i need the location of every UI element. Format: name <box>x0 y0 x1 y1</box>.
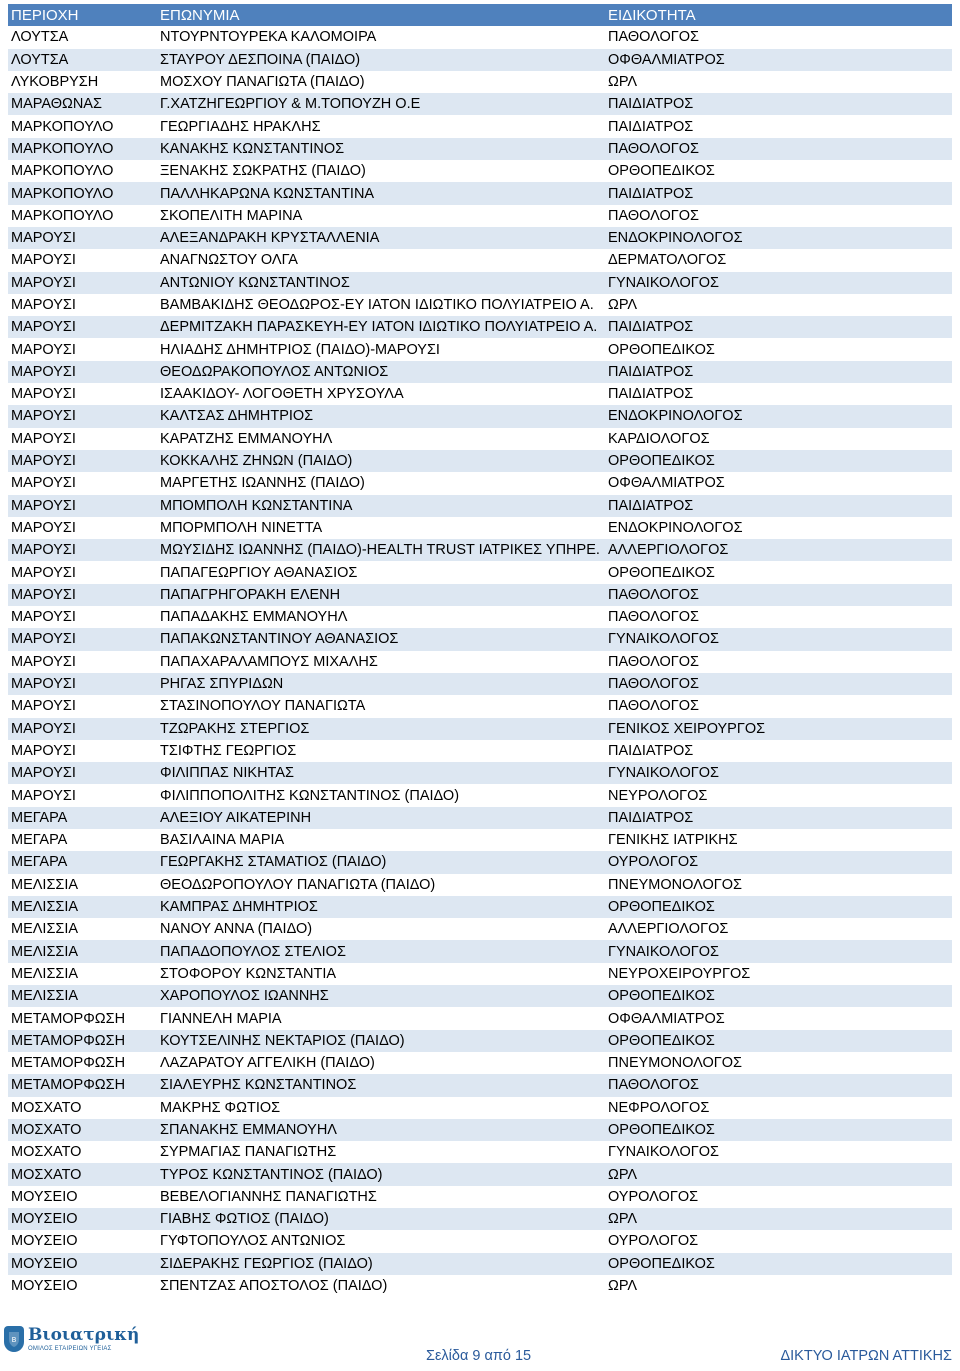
cell-name: ΠΑΛΛΗΚΑΡΩΝΑ ΚΩΝΣΤΑΝΤΙΝΑ <box>160 185 375 202</box>
cell-specialty: ΟΡΘΟΠΕΔΙΚΟΣ <box>608 1121 715 1138</box>
cell-area: ΜΟΣΧΑΤΟ <box>11 1099 82 1116</box>
table-row <box>8 829 952 851</box>
cell-specialty: ΠΑΙΔΙΑΤΡΟΣ <box>608 742 694 759</box>
cell-specialty: ΩΡΛ <box>608 74 638 91</box>
cell-specialty: ΠΑΘΟΛΟΓΟΣ <box>608 1077 700 1094</box>
table-row <box>8 472 952 494</box>
cell-specialty: ΟΡΘΟΠΕΔΙΚΟΣ <box>608 453 715 470</box>
cell-name: ΤΣΙΦΤΗΣ ΓΕΩΡΓΙΟΣ <box>160 742 297 759</box>
cell-area: ΜΕΛΙΣΣΙΑ <box>11 921 79 938</box>
cell-area: ΜΑΡΟΥΣΙ <box>11 408 76 425</box>
table-row <box>8 695 952 717</box>
cell-area: ΜΕΛΙΣΣΙΑ <box>11 965 79 982</box>
logo-subtitle: ΟΜΙΛΟΣ ΕΤΑΙΡΕΙΩΝ ΥΓΕΙΑΣ <box>28 1345 112 1352</box>
cell-specialty: ΟΥΡΟΛΟΓΟΣ <box>608 1188 699 1205</box>
cell-name: ΣΤΑΣΙΝΟΠΟΥΛΟΥ ΠΑΝΑΓΙΩΤΑ <box>160 698 366 715</box>
cell-area: ΜΑΡΟΥΣΙ <box>11 386 76 403</box>
logo-name: Βιοιατρική <box>28 1324 140 1345</box>
table-row <box>8 1074 952 1096</box>
cell-area: ΛΟΥΤΣΑ <box>11 29 69 46</box>
table-row <box>8 160 952 182</box>
cell-specialty: ΓΥΝΑΙΚΟΛΟΓΟΣ <box>608 765 719 782</box>
cell-area: ΜΕΓΑΡΑ <box>11 832 68 849</box>
table-row <box>8 272 952 294</box>
table-row <box>8 428 952 450</box>
cell-specialty: ΟΡΘΟΠΕΔΙΚΟΣ <box>608 341 715 358</box>
cell-specialty: ΠΑΘΟΛΟΓΟΣ <box>608 207 700 224</box>
cell-specialty: ΓΕΝΙΚΟΣ ΧΕΙΡΟΥΡΓΟΣ <box>608 720 766 737</box>
cell-name: ΤΖΩΡΑΚΗΣ ΣΤΕΡΓΙΟΣ <box>160 720 310 737</box>
cell-area: ΜΕΤΑΜΟΡΦΩΣΗ <box>11 1032 126 1049</box>
table-row <box>8 940 952 962</box>
cell-area: ΜΕΛΙΣΣΙΑ <box>11 943 79 960</box>
table-row <box>8 1230 952 1252</box>
table-body <box>8 26 952 1297</box>
cell-specialty: ΝΕΥΡΟΛΟΓΟΣ <box>608 787 708 804</box>
cell-area: ΜΟΥΣΕΙΟ <box>11 1255 78 1272</box>
table-row <box>8 539 952 561</box>
cell-area: ΜΟΣΧΑΤΟ <box>11 1121 82 1138</box>
cell-specialty: ΚΑΡΔΙΟΛΟΓΟΣ <box>608 430 710 447</box>
cell-area: ΜΕΓΑΡΑ <box>11 809 68 826</box>
table-row <box>8 1097 952 1119</box>
cell-area: ΛΥΚΟΒΡΥΣΗ <box>11 74 99 91</box>
cell-name: ΔΕΡΜΙΤΖΑΚΗ ΠΑΡΑΣΚΕΥΗ-ΕΥ ΙΑΤΟΝ ΙΔΙΩΤΙΚΟ ΠΟΛΥΙΑΤΡΕΙΟ Α. <box>160 319 598 336</box>
table-row <box>8 495 952 517</box>
cell-name: ΠΑΠΑΚΩΝΣΤΑΝΤΙΝΟΥ ΑΘΑΝΑΣΙΟΣ <box>160 631 399 648</box>
cell-area: ΜΑΡΟΥΣΙ <box>11 765 76 782</box>
cell-area: ΜΟΥΣΕΙΟ <box>11 1233 78 1250</box>
cell-name: ΓΕΩΡΓΑΚΗΣ ΣΤΑΜΑΤΙΟΣ (ΠΑΙΔΟ) <box>160 854 387 871</box>
cell-specialty: ΠΑΙΔΙΑΤΡΟΣ <box>608 118 694 135</box>
table-row <box>8 606 952 628</box>
cell-specialty: ΓΥΝΑΙΚΟΛΟΓΟΣ <box>608 274 719 291</box>
cell-name: ΠΑΠΑΓΕΩΡΓΙΟΥ ΑΘΑΝΑΣΙΟΣ <box>160 564 358 581</box>
cell-area: ΜΑΡΟΥΣΙ <box>11 542 76 559</box>
provider-table <box>8 4 952 1297</box>
cell-name: ΠΑΠΑΓΡΗΓΟΡΑΚΗ ΕΛΕΝΗ <box>160 586 341 603</box>
cell-area: ΜΑΡΟΥΣΙ <box>11 297 76 313</box>
cell-specialty: ΕΝΔΟΚΡΙΝΟΛΟΓΟΣ <box>608 408 743 425</box>
cell-specialty: ΠΑΘΟΛΟΓΟΣ <box>608 586 700 603</box>
cell-specialty: ΠΑΘΟΛΟΓΟΣ <box>608 140 700 157</box>
table-row <box>8 1186 952 1208</box>
table-row <box>8 227 952 249</box>
cell-area: ΜΑΡΟΥΣΙ <box>11 430 76 447</box>
cell-specialty: ΠΑΘΟΛΟΓΟΣ <box>608 653 700 670</box>
cell-area: ΜΟΥΣΕΙΟ <box>11 1278 78 1295</box>
company-logo <box>4 1326 139 1352</box>
table-row <box>8 1119 952 1141</box>
cell-specialty: ΕΝΔΟΚΡΙΝΟΛΟΓΟΣ <box>608 230 743 247</box>
cell-name: ΚΟΚΚΑΛΗΣ ΖΗΝΩΝ (ΠΑΙΔΟ) <box>160 453 353 470</box>
cell-specialty: ΠΑΙΔΙΑΤΡΟΣ <box>608 497 694 514</box>
table-row <box>8 762 952 784</box>
cell-specialty: ΠΝΕΥΜΟΝΟΛΟΓΟΣ <box>608 1055 743 1072</box>
cell-specialty: ΟΥΡΟΛΟΓΟΣ <box>608 1233 699 1250</box>
cell-specialty: ΠΑΙΔΙΑΤΡΟΣ <box>608 319 694 336</box>
cell-area: ΜΑΡΚΟΠΟΥΛΟ <box>11 207 114 224</box>
cell-name: ΣΙΑΛΕΥΡΗΣ ΚΩΝΣΤΑΝΤΙΝΟΣ <box>160 1077 357 1094</box>
cell-area: ΜΑΡΟΥΣΙ <box>11 475 76 492</box>
cell-name: ΗΛΙΑΔΗΣ ΔΗΜΗΤΡΙΟΣ (ΠΑΙΔΟ)-ΜΑΡΟΥΣΙ <box>160 341 440 358</box>
table-row <box>8 718 952 740</box>
cell-area: ΜΑΡΚΟΠΟΥΛΟ <box>11 185 114 202</box>
table-row <box>8 294 952 316</box>
table-row <box>8 985 952 1007</box>
cell-specialty: ΟΡΘΟΠΕΔΙΚΟΣ <box>608 163 715 180</box>
header-area: ΠΕΡΙΟΧΗ <box>11 6 79 24</box>
cell-name: ΘΕΟΔΩΡΟΠΟΥΛΟΥ ΠΑΝΑΓΙΩΤΑ (ΠΑΙΔΟ) <box>160 876 436 893</box>
cell-specialty: ΠΝΕΥΜΟΝΟΛΟΓΟΣ <box>608 876 743 893</box>
table-row <box>8 1253 952 1275</box>
cell-name: ΓΙΑΝΝΕΛΗ ΜΑΡΙΑ <box>160 1010 282 1027</box>
cell-name: ΠΑΠΑΔΑΚΗΣ ΕΜΜΑΝΟΥΗΛ <box>160 609 348 626</box>
cell-name: ΓΙΑΒΗΣ ΦΩΤΙΟΣ (ΠΑΙΔΟ) <box>160 1211 329 1228</box>
cell-area: ΜΑΡΟΥΣΙ <box>11 698 76 715</box>
cell-specialty: ΩΡΛ <box>608 1166 638 1183</box>
table-row <box>8 807 952 829</box>
table-row <box>8 1141 952 1163</box>
cell-area: ΜΑΡΟΥΣΙ <box>11 564 76 581</box>
cell-name: ΣΠΕΝΤΖΑΣ ΑΠΟΣΤΟΛΟΣ (ΠΑΙΔΟ) <box>160 1278 388 1295</box>
cell-area: ΜΕΤΑΜΟΡΦΩΣΗ <box>11 1010 126 1027</box>
cell-area: ΜΑΡΟΥΣΙ <box>11 586 76 603</box>
cell-specialty: ΟΦΘΑΛΜΙΑΤΡΟΣ <box>608 51 725 68</box>
cell-specialty: ΠΑΙΔΙΑΤΡΟΣ <box>608 386 694 403</box>
table-row <box>8 182 952 204</box>
cell-name: ΘΕΟΔΩΡΑΚΟΠΟΥΛΟΣ ΑΝΤΩΝΙΟΣ <box>160 363 389 380</box>
cell-area: ΜΑΡΟΥΣΙ <box>11 252 76 269</box>
cell-specialty: ΠΑΘΟΛΟΓΟΣ <box>608 676 700 693</box>
cell-name: ΚΑΜΠΡΑΣ ΔΗΜΗΤΡΙΟΣ <box>160 899 318 916</box>
cell-specialty: ΟΡΘΟΠΕΔΙΚΟΣ <box>608 899 715 916</box>
cell-area: ΜΑΡΟΥΣΙ <box>11 676 76 693</box>
cell-name: ΛΑΖΑΡΑΤΟΥ ΑΓΓΕΛΙΚΗ (ΠΑΙΔΟ) <box>160 1055 375 1072</box>
cell-name: ΒΕΒΕΛΟΓΙΑΝΝΗΣ ΠΑΝΑΓΙΩΤΗΣ <box>160 1188 377 1205</box>
table-row <box>8 1030 952 1052</box>
table-row <box>8 1208 952 1230</box>
table-row <box>8 874 952 896</box>
cell-name: ΜΑΡΓΕΤΗΣ ΙΩΑΝΝΗΣ (ΠΑΙΔΟ) <box>160 475 365 492</box>
cell-area: ΜΑΡΟΥΣΙ <box>11 341 76 358</box>
cell-name: ΦΙΛΙΠΠΟΠΟΛΙΤΗΣ ΚΩΝΣΤΑΝΤΙΝΟΣ (ΠΑΙΔΟ) <box>160 787 460 804</box>
logo-mark-icon <box>4 1326 24 1352</box>
table-row <box>8 49 952 71</box>
cell-name: ΞΕΝΑΚΗΣ ΣΩΚΡΑΤΗΣ (ΠΑΙΔΟ) <box>160 163 366 180</box>
cell-name: ΜΩΥΣΙΔΗΣ ΙΩΑΝΝΗΣ (ΠΑΙΔΟ)-HEALTH TRUST ΙΑΤΡΙΚΕΣ ΥΠΗΡΕ. <box>160 542 600 559</box>
cell-specialty: ΝΕΥΡΟΧΕΙΡΟΥΡΓΟΣ <box>608 965 751 982</box>
cell-area: ΜΑΡΚΟΠΟΥΛΟ <box>11 163 114 180</box>
table-row <box>8 1163 952 1185</box>
svg-text:B: B <box>11 1336 17 1344</box>
page-number: Σελίδα 9 από 15 <box>426 1348 532 1364</box>
cell-area: ΜΕΛΙΣΣΙΑ <box>11 988 79 1005</box>
cell-specialty: ΝΕΦΡΟΛΟΓΟΣ <box>608 1099 710 1116</box>
table-row <box>8 673 952 695</box>
cell-name: ΡΗΓΑΣ ΣΠΥΡΙΔΩΝ <box>160 676 284 693</box>
table-row <box>8 740 952 762</box>
cell-area: ΜΟΣΧΑΤΟ <box>11 1166 82 1183</box>
cell-name: ΣΠΑΝΑΚΗΣ ΕΜΜΑΝΟΥΗΛ <box>160 1121 337 1138</box>
table-row <box>8 851 952 873</box>
cell-area: ΜΕΛΙΣΣΙΑ <box>11 899 79 916</box>
cell-area: ΜΕΤΑΜΟΡΦΩΣΗ <box>11 1055 126 1072</box>
cell-area: ΜΑΡΟΥΣΙ <box>11 497 76 514</box>
page-footer <box>0 1320 960 1371</box>
cell-name: ΣΤΑΥΡΟΥ ΔΕΣΠΟΙΝΑ (ΠΑΙΔΟ) <box>160 51 361 68</box>
cell-area: ΜΑΡΟΥΣΙ <box>11 631 76 648</box>
table-row <box>8 205 952 227</box>
cell-name: ΜΠΟΜΠΟΛΗ ΚΩΝΣΤΑΝΤΙΝΑ <box>160 497 353 514</box>
cell-name: ΑΛΕΞΑΝΔΡΑΚΗ ΚΡΥΣΤΑΛΛΕΝΙΑ <box>160 230 380 247</box>
cell-area: ΜΑΡΟΥΣΙ <box>11 519 76 536</box>
table-row <box>8 361 952 383</box>
cell-specialty: ΓΥΝΑΙΚΟΛΟΓΟΣ <box>608 631 719 648</box>
cell-specialty: ΓΥΝΑΙΚΟΛΟΓΟΣ <box>608 943 719 960</box>
cell-area: ΜΑΡΟΥΣΙ <box>11 653 76 670</box>
cell-specialty: ΑΛΛΕΡΓΙΟΛΟΓΟΣ <box>608 542 729 559</box>
cell-name: ΣΤΟΦΟΡΟΥ ΚΩΝΣΤΑΝΤΙΑ <box>160 965 337 982</box>
header-specialty: ΕΙΔΙΚΟΤΗΤΑ <box>608 6 696 24</box>
cell-area: ΛΟΥΤΣΑ <box>11 51 69 68</box>
cell-name: ΑΝΑΓΝΩΣΤΟΥ ΟΛΓΑ <box>160 252 298 269</box>
cell-area: ΜΑΡΟΥΣΙ <box>11 609 76 626</box>
table-row <box>8 517 952 539</box>
table-row <box>8 383 952 405</box>
cell-specialty: ΟΡΘΟΠΕΔΙΚΟΣ <box>608 1255 715 1272</box>
cell-name: ΜΟΣΧΟΥ ΠΑΝΑΓΙΩΤΑ (ΠΑΙΔΟ) <box>160 74 365 91</box>
cell-name: Γ.ΧΑΤΖΗΓΕΩΡΓΙΟΥ & Μ.ΤΟΠΟΥΖΗ Ο.Ε <box>160 96 421 113</box>
table-row <box>8 71 952 93</box>
table-row <box>8 138 952 160</box>
table-row <box>8 918 952 940</box>
cell-specialty: ΟΦΘΑΛΜΙΑΤΡΟΣ <box>608 475 725 492</box>
cell-name: ΚΑΛΤΣΑΣ ΔΗΜΗΤΡΙΟΣ <box>160 408 314 425</box>
table-row <box>8 561 952 583</box>
cell-specialty: ΓΥΝΑΙΚΟΛΟΓΟΣ <box>608 1144 719 1161</box>
table-row <box>8 450 952 472</box>
cell-specialty: ΕΝΔΟΚΡΙΝΟΛΟΓΟΣ <box>608 519 743 536</box>
table-row <box>8 338 952 360</box>
cell-area: ΜΑΡΟΥΣΙ <box>11 274 76 291</box>
cell-name: ΚΑΝΑΚΗΣ ΚΩΝΣΤΑΝΤΙΝΟΣ <box>160 140 345 157</box>
cell-name: ΠΑΠΑΧΑΡΑΛΑΜΠΟΥΣ ΜΙΧΑΛΗΣ <box>160 653 378 670</box>
cell-name: ΠΑΠΑΔΟΠΟΥΛΟΣ ΣΤΕΛΙΟΣ <box>160 943 346 960</box>
cell-name: ΑΛΕΞΙΟΥ ΑΙΚΑΤΕΡΙΝΗ <box>160 809 312 826</box>
cell-name: ΦΙΛΙΠΠΑΣ ΝΙΚΗΤΑΣ <box>160 765 294 782</box>
table-header <box>8 4 952 26</box>
table-row <box>8 784 952 806</box>
table-row <box>8 628 952 650</box>
cell-area: ΜΟΣΧΑΤΟ <box>11 1144 82 1161</box>
cell-specialty: ΟΡΘΟΠΕΔΙΚΟΣ <box>608 988 715 1005</box>
table-row <box>8 1052 952 1074</box>
cell-specialty: ΓΕΝΙΚΗΣ ΙΑΤΡΙΚΗΣ <box>608 832 738 849</box>
cell-specialty: ΠΑΙΔΙΑΤΡΟΣ <box>608 185 694 202</box>
cell-specialty: ΑΛΛΕΡΓΙΟΛΟΓΟΣ <box>608 921 729 938</box>
cell-specialty: ΟΡΘΟΠΕΔΙΚΟΣ <box>608 564 715 581</box>
cell-specialty: ΠΑΙΔΙΑΤΡΟΣ <box>608 809 694 826</box>
cell-specialty: ΠΑΙΔΙΑΤΡΟΣ <box>608 363 694 380</box>
cell-area: ΜΑΡΚΟΠΟΥΛΟ <box>11 140 114 157</box>
cell-area: ΜΑΡΟΥΣΙ <box>11 787 76 804</box>
table-row <box>8 1007 952 1029</box>
cell-area: ΜΑΡΟΥΣΙ <box>11 453 76 470</box>
cell-specialty: ΠΑΘΟΛΟΓΟΣ <box>608 29 700 46</box>
cell-specialty: ΩΡΛ <box>608 297 638 313</box>
cell-area: ΜΕΤΑΜΟΡΦΩΣΗ <box>11 1077 126 1094</box>
cell-name: ΒΑΜΒΑΚΙΔΗΣ ΘΕΟΔΩΡΟΣ-ΕΥ ΙΑΤΟΝ ΙΔΙΩΤΙΚΟ ΠΟΛΥΙΑΤΡΕΙΟ Α. <box>160 297 594 313</box>
cell-name: ΓΥΦΤΟΠΟΥΛΟΣ ΑΝΤΩΝΙΟΣ <box>160 1233 346 1250</box>
cell-area: ΜΑΡΟΥΣΙ <box>11 230 76 247</box>
cell-specialty: ΠΑΘΟΛΟΓΟΣ <box>608 698 700 715</box>
table-row <box>8 651 952 673</box>
table-row <box>8 963 952 985</box>
footer-title: ΔΙΚΤΥΟ ΙΑΤΡΩΝ ΑΤΤΙΚΗΣ <box>780 1348 952 1364</box>
cell-name: ΚΑΡΑΤΖΗΣ ΕΜΜΑΝΟΥΗΛ <box>160 430 333 447</box>
cell-area: ΜΑΡΟΥΣΙ <box>11 720 76 737</box>
cell-name: ΣΥΡΜΑΓΙΑΣ ΠΑΝΑΓΙΩΤΗΣ <box>160 1144 337 1161</box>
cell-area: ΜΟΥΣΕΙΟ <box>11 1188 78 1205</box>
cell-specialty: ΟΦΘΑΛΜΙΑΤΡΟΣ <box>608 1010 725 1027</box>
cell-area: ΜΕΓΑΡΑ <box>11 854 68 871</box>
table-row <box>8 896 952 918</box>
cell-name: ΝΤΟΥΡΝΤΟΥΡΕΚΑ ΚΑΛΟΜΟΙΡΑ <box>160 29 377 46</box>
cell-name: ΙΣΑΑΚΙΔΟΥ- ΛΟΓΟΘΕΤΗ ΧΡΥΣΟΥΛΑ <box>160 386 404 403</box>
cell-specialty: ΟΥΡΟΛΟΓΟΣ <box>608 854 699 871</box>
cell-area: ΜΑΡΟΥΣΙ <box>11 363 76 380</box>
cell-name: ΓΕΩΡΓΙΑΔΗΣ ΗΡΑΚΛΗΣ <box>160 118 321 135</box>
cell-area: ΜΑΡΑΘΩΝΑΣ <box>11 96 102 113</box>
cell-area: ΜΑΡΟΥΣΙ <box>11 319 76 336</box>
cell-name: ΣΚΟΠΕΛΙΤΗ ΜΑΡΙΝΑ <box>160 207 303 224</box>
cell-specialty: ΠΑΙΔΙΑΤΡΟΣ <box>608 96 694 113</box>
cell-name: ΑΝΤΩΝΙΟΥ ΚΩΝΣΤΑΝΤΙΝΟΣ <box>160 274 350 291</box>
cell-name: ΝΑΝΟΥ ΑΝΝΑ (ΠΑΙΔΟ) <box>160 921 313 938</box>
cell-name: ΜΠΟΡΜΠΟΛΗ ΝΙΝΕΤΤΑ <box>160 519 323 536</box>
table-row <box>8 584 952 606</box>
cell-name: ΚΟΥΤΣΕΛΙΝΗΣ ΝΕΚΤΑΡΙΟΣ (ΠΑΙΔΟ) <box>160 1032 405 1049</box>
cell-specialty: ΠΑΘΟΛΟΓΟΣ <box>608 609 700 626</box>
table-row <box>8 93 952 115</box>
table-row <box>8 249 952 271</box>
cell-specialty: ΟΡΘΟΠΕΔΙΚΟΣ <box>608 1032 715 1049</box>
table-row <box>8 115 952 137</box>
table-row <box>8 26 952 48</box>
cell-specialty: ΩΡΛ <box>608 1211 638 1228</box>
header-name: ΕΠΩΝΥΜΙΑ <box>160 6 240 24</box>
cell-specialty: ΔΕΡΜΑΤΟΛΟΓΟΣ <box>608 252 727 269</box>
cell-specialty: ΩΡΛ <box>608 1278 638 1295</box>
cell-name: ΣΙΔΕΡΑΚΗΣ ΓΕΩΡΓΙΟΣ (ΠΑΙΔΟ) <box>160 1255 373 1272</box>
cell-name: ΤΥΡΟΣ ΚΩΝΣΤΑΝΤΙΝΟΣ (ΠΑΙΔΟ) <box>160 1166 383 1183</box>
cell-area: ΜΟΥΣΕΙΟ <box>11 1211 78 1228</box>
table-row <box>8 1275 952 1297</box>
cell-name: ΒΑΣΙΛΑΙΝΑ ΜΑΡΙΑ <box>160 832 285 849</box>
cell-area: ΜΑΡΟΥΣΙ <box>11 742 76 759</box>
cell-area: ΜΕΛΙΣΣΙΑ <box>11 876 79 893</box>
cell-name: ΜΑΚΡΗΣ ΦΩΤΙΟΣ <box>160 1099 281 1116</box>
cell-area: ΜΑΡΚΟΠΟΥΛΟ <box>11 118 114 135</box>
table-row <box>8 405 952 427</box>
cell-name: ΧΑΡΟΠΟΥΛΟΣ ΙΩΑΝΝΗΣ <box>160 988 329 1005</box>
table-row <box>8 316 952 338</box>
